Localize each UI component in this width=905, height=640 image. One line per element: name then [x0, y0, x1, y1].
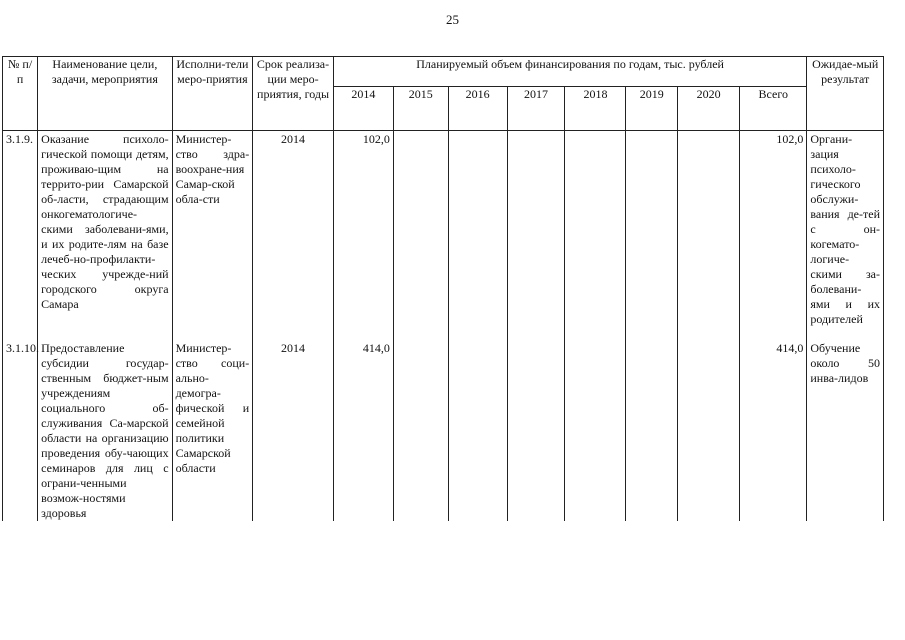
- table-row: [3, 341, 884, 521]
- header-total: Всего: [740, 87, 807, 131]
- row-2014: 414,0: [333, 341, 393, 521]
- row-term: 2014: [253, 341, 334, 521]
- row-2020: [678, 341, 740, 521]
- row-executor: Министер-ство соци-ально-демогра-фической и семейной политики Самарской области: [172, 341, 253, 521]
- row-2017: [507, 131, 565, 328]
- row-2016: [448, 341, 507, 521]
- row-2020: [678, 131, 740, 328]
- row-2016: [448, 131, 507, 328]
- header-year: 2014: [333, 87, 393, 131]
- header-year: 2016: [448, 87, 507, 131]
- row-num: 3.1.9.: [3, 131, 38, 328]
- row-2018: [565, 131, 626, 328]
- header-funding: Планируемый объем финансирования по годам, тыс. рублей: [333, 57, 807, 87]
- row-2017: [507, 341, 565, 521]
- funding-table: [2, 56, 884, 521]
- header-year: 2015: [393, 87, 448, 131]
- header-year: 2020: [678, 87, 740, 131]
- row-total: 102,0: [740, 131, 807, 328]
- table-row: [3, 131, 884, 328]
- header-year: 2018: [565, 87, 626, 131]
- row-2019: [626, 131, 678, 328]
- row-2019: [626, 341, 678, 521]
- row-result: Обучение около 50 инва-лидов: [807, 341, 884, 521]
- row-2014: 102,0: [333, 131, 393, 328]
- row-2015: [393, 341, 448, 521]
- row-2015: [393, 131, 448, 328]
- header-name: Наименование цели, задачи, мероприятия: [38, 57, 172, 131]
- row-result: Органи-зация психоло-гического обслужи-вания де-тей с он-когемато-логиче-скими за-болевани-ями и их родителей: [807, 131, 884, 328]
- row-name: Предоставление субсидии государ-ственным бюджет-ным учреждениям социального об-служивания Са-марской области на организацию проведения обу-чающих семинаров для лиц с ограни-ченными возмож-ностями здоровья: [38, 341, 172, 521]
- row-name: Оказание психоло-гической помощи детям, проживаю-щим на террито-рии Самарской об-ласти, страдающим онкогематологиче-скими заболевани-ями, и их родите-лям на базе лечеб-но-профилакти-ческих учрежде-ний городского округа Самара: [38, 131, 172, 328]
- page-number: 25: [446, 12, 459, 27]
- row-executor: Министер-ство здра-воохране-ния Самар-ской обла-сти: [172, 131, 253, 328]
- header-year: 2017: [507, 87, 565, 131]
- row-total: 414,0: [740, 341, 807, 521]
- header-term: Срок реализа-ции меро-приятия, годы: [253, 57, 334, 131]
- header-year: 2019: [626, 87, 678, 131]
- row-term: 2014: [253, 131, 334, 328]
- row-num: 3.1.10.: [3, 341, 38, 521]
- row-2018: [565, 341, 626, 521]
- header-executor: Исполни-тели меро-приятия: [172, 57, 253, 131]
- header-num: № п/п: [3, 57, 38, 131]
- header-result: Ожидае-мый результат: [807, 57, 884, 131]
